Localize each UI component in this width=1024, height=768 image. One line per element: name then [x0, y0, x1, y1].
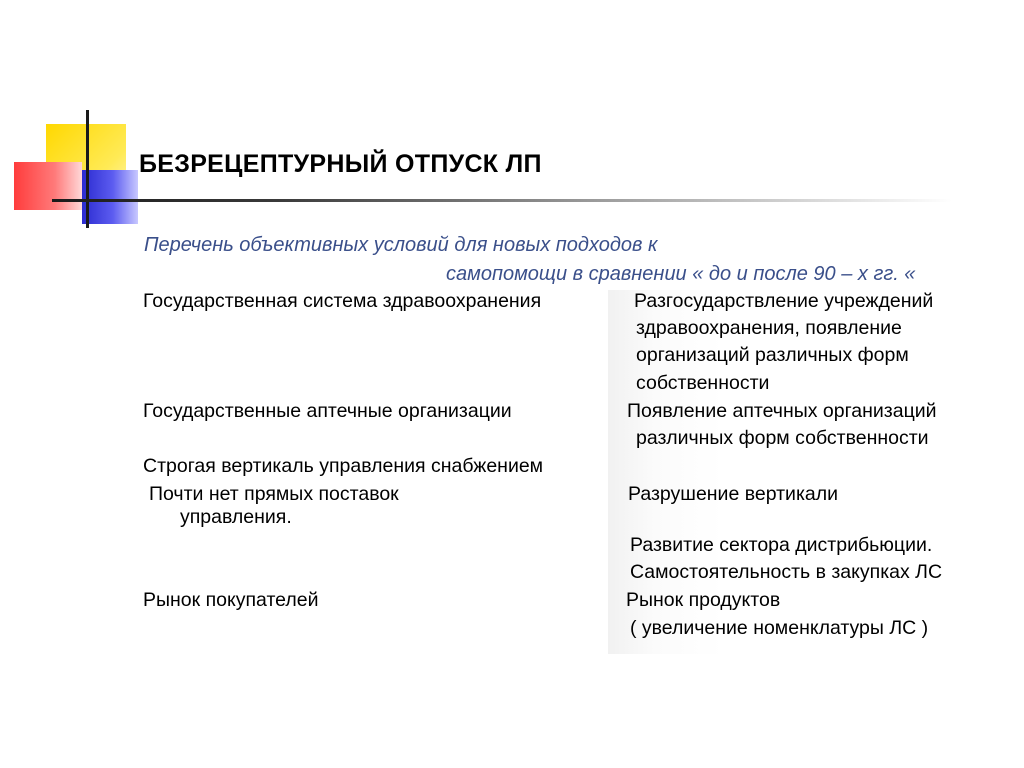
right-item-line: Разгосударствление учреждений [634, 290, 934, 312]
vertical-rule-decoration [86, 110, 89, 228]
right-item-line: собственности [636, 372, 770, 394]
right-item-line: Развитие сектора дистрибьюции. [630, 534, 933, 556]
left-item-pharmacy-organizations: Государственные аптечные организации [143, 400, 512, 422]
left-item-healthcare-system: Государственная система здравоохранения [143, 290, 542, 312]
red-square-decoration [14, 162, 82, 210]
right-item-line: различных форм собственности [636, 427, 929, 449]
right-item-line: Появление аптечных организаций [627, 400, 937, 422]
left-item-vertical-management: Строгая вертикаль управления снабжением [143, 455, 544, 477]
right-item-line: организаций различных форм [636, 344, 909, 366]
subtitle-line-2: самопомощи в сравнении « до и после 90 – х гг. « [446, 263, 916, 285]
left-item-line: Почти нет прямых поставок [149, 483, 399, 505]
right-item-line: здравоохранения, появление [636, 317, 902, 339]
right-item-line: Разрушение вертикали [628, 483, 839, 505]
title-underline [52, 199, 952, 202]
right-item-line: Самостоятельность в закупках ЛС [630, 561, 943, 583]
left-item-line: управления. [180, 506, 292, 528]
right-item-line: ( увеличение номенклатуры ЛС ) [630, 617, 929, 639]
slide-title: БЕЗРЕЦЕПТУРНЫЙ ОТПУСК ЛП [139, 150, 542, 178]
subtitle-line-1: Перечень объективных условий для новых подходов к [144, 234, 658, 256]
blue-square-decoration [82, 170, 138, 224]
right-item-line: Рынок продуктов [626, 589, 781, 611]
left-item-buyers-market: Рынок покупателей [143, 589, 319, 611]
